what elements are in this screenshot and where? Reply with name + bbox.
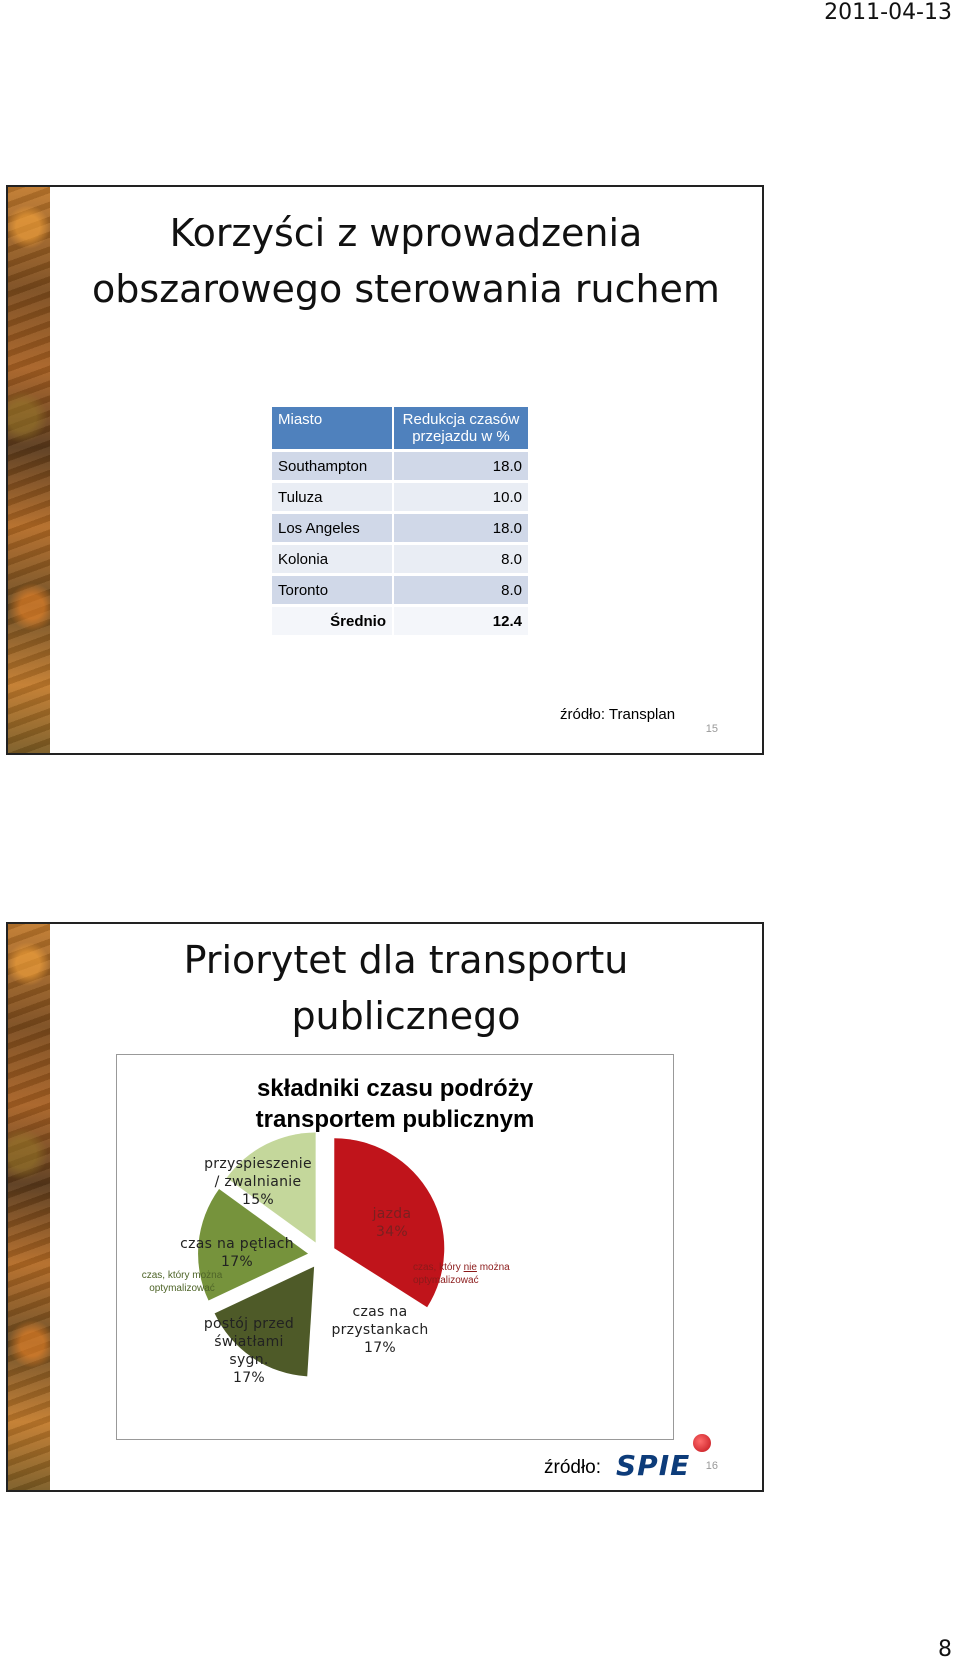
cell-city: Los Angeles — [272, 513, 393, 544]
cell-city: Southampton — [272, 451, 393, 482]
slice-label-name: jazda — [372, 1206, 412, 1222]
cell-value: 18.0 — [393, 513, 529, 544]
slice-label-percent: 34% — [375, 1224, 409, 1240]
slide-title — [50, 932, 762, 1044]
slice-label-name: czas na przystankach — [331, 1304, 429, 1338]
cell-city: Kolonia — [272, 544, 393, 575]
slice-label-name: czas na pętlach — [180, 1236, 294, 1252]
average-value: 12.4 — [393, 606, 529, 636]
slide-decoration-strip — [8, 924, 50, 1490]
source-note: źródło: — [544, 1457, 602, 1478]
spie-logo-dot — [693, 1434, 711, 1452]
slide-public-transport-priority — [6, 922, 764, 1492]
non-optimizable-note — [413, 1261, 523, 1287]
slice-label-petle — [177, 1235, 297, 1271]
optimizable-note: czas, który można optymalizować — [141, 1270, 223, 1294]
note-text: można optymalizować — [413, 1262, 510, 1286]
slice-label-percent: 17% — [363, 1340, 397, 1356]
cell-value: 8.0 — [393, 544, 529, 575]
pie-chart-travel-components — [116, 1054, 674, 1440]
table-row — [272, 482, 529, 513]
slice-label-percent: 17% — [232, 1370, 266, 1386]
average-label: Średnio — [272, 606, 393, 636]
slide-title — [50, 205, 762, 317]
slice-label-jazda — [347, 1205, 437, 1241]
slide-number: 16 — [705, 1460, 718, 1472]
slice-label-postoj — [199, 1315, 299, 1387]
table-row — [272, 513, 529, 544]
note-text: czas, który — [413, 1262, 464, 1273]
slide-number: 15 — [705, 723, 718, 735]
slice-label-przystanki — [325, 1303, 435, 1357]
slide-title-line: Korzyści z wprowadzenia — [169, 211, 643, 255]
table-row — [272, 575, 529, 606]
table-row — [272, 544, 529, 575]
cell-city: Toronto — [272, 575, 393, 606]
cell-city: Tuluza — [272, 482, 393, 513]
slice-label-percent: 15% — [241, 1192, 275, 1208]
slice-label-przyspieszenie — [203, 1155, 313, 1209]
travel-time-reduction-table — [272, 407, 530, 635]
header-city: Miasto — [272, 407, 393, 451]
slice-label-name: przyspieszenie / zwalnianie — [204, 1156, 312, 1190]
table-header-row — [272, 407, 529, 451]
cell-value: 10.0 — [393, 482, 529, 513]
slide-title-line: Priorytet dla transportu — [183, 938, 629, 982]
chart-title-line: transportem publicznym — [255, 1106, 535, 1133]
page-number: 8 — [938, 1637, 952, 1662]
slice-label-percent: 17% — [220, 1254, 254, 1270]
slide-title-line: publicznego — [291, 994, 521, 1038]
document-date: 2011-04-13 — [824, 0, 952, 25]
header-reduction: Redukcja czasów przejazdu w % — [393, 407, 529, 451]
spie-logo: SPIE — [616, 1449, 691, 1482]
slice-label-name: postój przed światłami sygn. — [203, 1316, 295, 1368]
chart-title-line: składniki czasu podróży — [256, 1075, 534, 1102]
note-emphasis: nie — [463, 1262, 477, 1273]
slide-title-line: obszarowego sterowania ruchem — [92, 267, 720, 311]
cell-value: 18.0 — [393, 451, 529, 482]
table-average-row — [272, 606, 529, 636]
table-row — [272, 451, 529, 482]
cell-value: 8.0 — [393, 575, 529, 606]
slide-decoration-strip — [8, 187, 50, 753]
slide-area-traffic-benefits — [6, 185, 764, 755]
source-note: źródło: Transplan — [560, 706, 676, 723]
